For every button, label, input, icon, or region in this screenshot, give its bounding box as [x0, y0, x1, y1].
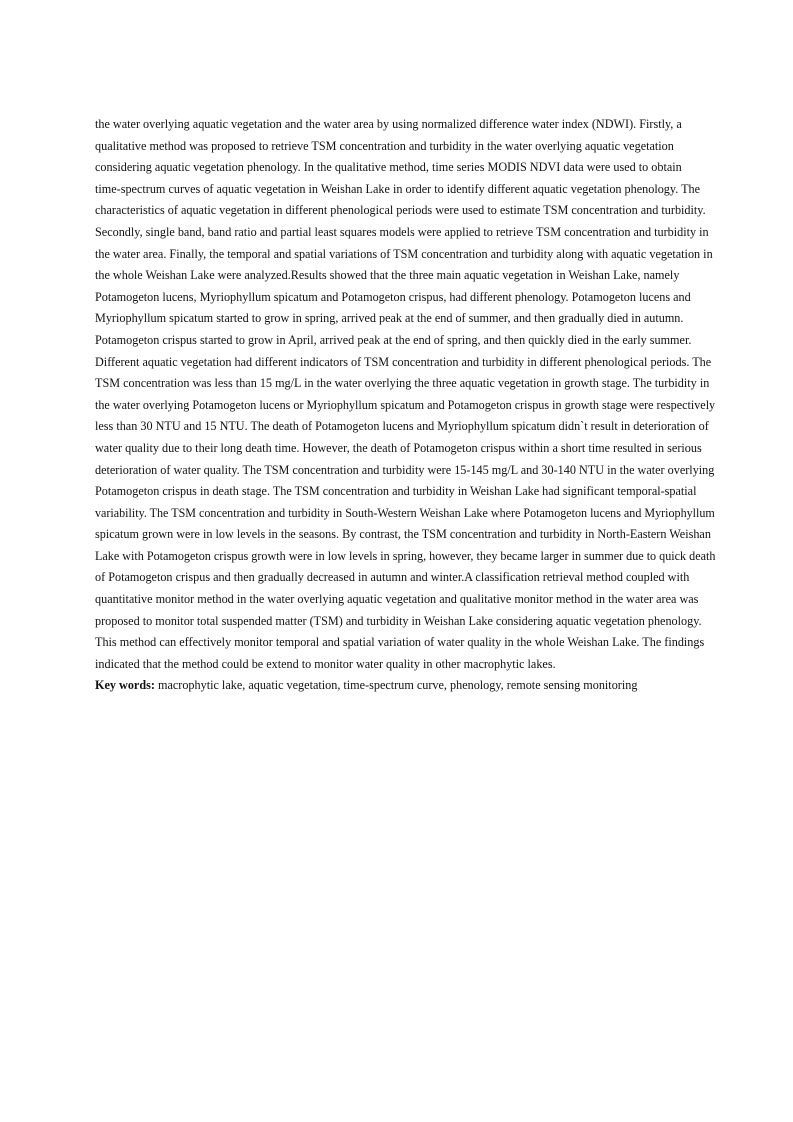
abstract-line: the whole Weishan Lake were analyzed.Results showed that the three main aquatic vegetation in Weishan Lake, namely	[95, 268, 680, 283]
abstract-body	[95, 114, 715, 697]
abstract-line: the water area. Finally, the temporal and spatial variations of TSM concentration and turbidity along with aquatic vegetation in	[95, 246, 713, 261]
keywords-text: macrophytic lake, aquatic vegetation, time-spectrum curve, phenology, remote sensing monitoring	[154, 678, 638, 693]
abstract-line: TSM concentration was less than 15 mg/L in the water overlying the three aquatic vegetation in growth stage. The turbidity in	[95, 376, 710, 391]
abstract-line: the water overlying aquatic vegetation and the water area by using normalized difference water index (NDWI). Firstly, a	[95, 117, 682, 131]
abstract-line: deterioration of water quality. The TSM concentration and turbidity were 15-145 mg/L and 30-140 NTU in the water overlying	[95, 462, 715, 477]
abstract-line: water quality due to their long death time. However, the death of Potamogeton crispus within a short time resulted in serious	[95, 440, 702, 455]
abstract-line: Different aquatic vegetation had different indicators of TSM concentration and turbidity in different phenological periods. The	[95, 354, 712, 369]
abstract-line: less than 30 NTU and 15 NTU. The death of Potamogeton lucens and Myriophyllum spicatum didn`t result in deterioration of	[95, 419, 709, 434]
abstract-line: qualitative method was proposed to retrieve TSM concentration and turbidity in the water overlying aquatic vegetation	[95, 138, 674, 153]
abstract-line: indicated that the method could be extend to monitor water quality in other macrophytic lakes.	[95, 656, 556, 671]
abstract-line: time-spectrum curves of aquatic vegetation in Weishan Lake in order to identify different aquatic vegetation phenology. The	[95, 181, 701, 196]
keywords-label: Key words:	[95, 678, 155, 693]
abstract-line: of Potamogeton crispus and then gradually decreased in autumn and winter.A classification retrieval method coupled with	[95, 570, 690, 585]
abstract-line: Potamogeton crispus in death stage. The TSM concentration and turbidity in Weishan Lake had significant temporal-spatial	[95, 484, 697, 499]
abstract-line: Secondly, single band, band ratio and partial least squares models were applied to retrieve TSM concentration and turbidity in	[95, 224, 709, 239]
abstract-line: characteristics of aquatic vegetation in different phenological periods were used to estimate TSM concentration and turbidity.	[95, 203, 706, 218]
abstract-line: Potamogeton lucens, Myriophyllum spicatum and Potamogeton crispus, had different phenology. Potamogeton lucens and	[95, 289, 691, 304]
abstract-line: Potamogeton crispus started to grow in April, arrived peak at the end of spring, and then quickly died in the early summer.	[95, 332, 692, 347]
abstract-line: Myriophyllum spicatum started to grow in spring, arrived peak at the end of summer, and then gradually died in autumn.	[95, 311, 684, 326]
keywords-line	[95, 675, 715, 697]
abstract-line: variability. The TSM concentration and turbidity in South-Western Weishan Lake where Potamogeton lucens and Myriophyllum	[95, 505, 715, 520]
abstract-line: This method can effectively monitor temporal and spatial variation of water quality in the whole Weishan Lake. The findings	[95, 635, 705, 650]
abstract-line: quantitative monitor method in the water overlying aquatic vegetation and qualitative monitor method in the water area was	[95, 592, 699, 607]
abstract-line: proposed to monitor total suspended matter (TSM) and turbidity in Weishan Lake considering aquatic vegetation phenology.	[95, 613, 702, 628]
abstract-line: Lake with Potamogeton crispus growth were in low levels in spring, however, they became larger in summer due to quick death	[95, 548, 716, 563]
abstract-line: spicatum grown were in low levels in the seasons. By contrast, the TSM concentration and turbidity in North-Eastern Weishan	[95, 527, 711, 542]
abstract-line: considering aquatic vegetation phenology. In the qualitative method, time series MODIS NDVI data were used to obtain	[95, 160, 682, 175]
abstract-line: the water overlying Potamogeton lucens or Myriophyllum spicatum and Potamogeton crispus in growth stage were respectively	[95, 397, 716, 412]
